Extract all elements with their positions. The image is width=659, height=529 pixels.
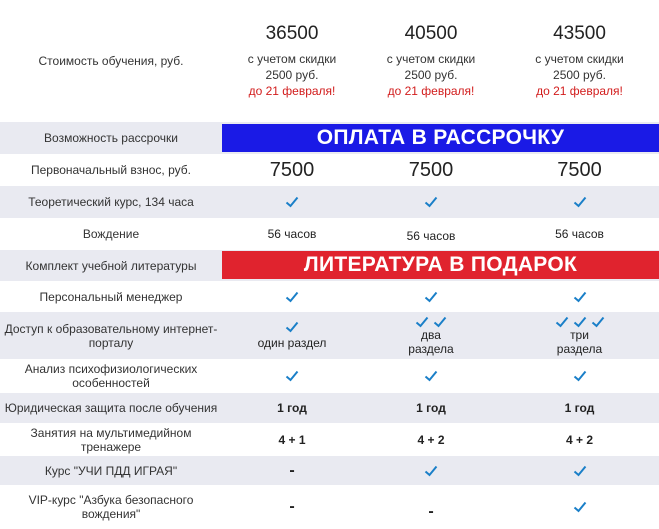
check-icon bbox=[573, 196, 587, 208]
plan-2-price-cell bbox=[362, 0, 500, 122]
manager-label: Персональный менеджер bbox=[39, 289, 183, 304]
pdd-game-label: Курс "УЧИ ПДД ИГРАЯ" bbox=[44, 463, 178, 478]
check-icon bbox=[424, 291, 438, 303]
vip-row bbox=[0, 485, 659, 529]
portal-row bbox=[0, 312, 659, 359]
check-icon bbox=[285, 321, 299, 333]
plan-2-driving: 56 часов bbox=[406, 229, 456, 243]
legal-label: Юридическая защита после обучения bbox=[4, 401, 218, 415]
plan-3-discount-line2: 2500 руб. bbox=[553, 68, 606, 82]
plan-1-legal: 1 год bbox=[277, 401, 307, 415]
installment-label: Возможность рассрочки bbox=[44, 131, 178, 145]
check-icon bbox=[591, 316, 605, 328]
plan-3-legal: 1 год bbox=[564, 401, 595, 415]
plan-1-vip: - bbox=[289, 498, 295, 515]
installment-banner: ОПЛАТА В РАССРОЧКУ bbox=[222, 124, 659, 152]
check-icon bbox=[415, 316, 429, 328]
check-icon bbox=[285, 370, 299, 382]
price-row bbox=[0, 0, 659, 122]
plan-3-driving: 56 часов bbox=[555, 227, 604, 241]
check-icon bbox=[424, 370, 438, 382]
plan-2-portal-value-line2: раздела bbox=[408, 341, 454, 356]
plan-1-price: 36500 bbox=[265, 23, 319, 44]
pdd-game-row bbox=[0, 456, 659, 485]
plan-2-discount-line2: 2500 руб. bbox=[404, 68, 458, 82]
multimedia-label-line1: Занятия на мультимедийном bbox=[30, 425, 192, 440]
analysis-label-line1: Анализ психофизиологических bbox=[24, 362, 198, 376]
plan-1-deadline: до 21 февраля! bbox=[248, 84, 336, 98]
plan-2-deadline: до 21 февраля! bbox=[387, 84, 475, 98]
plan-1-pdd-game: - bbox=[289, 461, 295, 479]
portal-label-line2: порталу bbox=[88, 335, 134, 350]
price-row-label: Стоимость обучения, руб. bbox=[38, 54, 184, 68]
theory-label: Теоретический курс, 134 часа bbox=[28, 195, 194, 209]
plan-1-portal-value: один раздел bbox=[257, 336, 327, 350]
plan-2-price: 40500 bbox=[404, 23, 458, 44]
literature-label: Комплект учебной литературы bbox=[25, 258, 197, 273]
down-payment-row bbox=[0, 154, 659, 186]
driving-row bbox=[0, 218, 659, 250]
plan-2-legal: 1 год bbox=[416, 401, 446, 415]
plan-3-discount-line1: с учетом скидки bbox=[535, 52, 624, 66]
vip-label-line1: VIP-курс "Азбука безопасного bbox=[28, 493, 194, 507]
plan-2-multimedia: 4 + 2 bbox=[417, 432, 445, 447]
analysis-row bbox=[0, 359, 659, 393]
check-icon bbox=[555, 316, 569, 328]
plan-3-price: 43500 bbox=[553, 23, 606, 44]
plan-1-multimedia: 4 + 1 bbox=[278, 432, 306, 447]
check-icon bbox=[573, 370, 587, 382]
plan-3-multimedia: 4 + 2 bbox=[565, 432, 594, 447]
literature-banner: ЛИТЕРАТУРА В ПОДАРОК bbox=[222, 251, 659, 279]
legal-row bbox=[0, 393, 659, 423]
plan-2-discount-line1: с учетом скидки bbox=[386, 52, 476, 66]
check-icon bbox=[573, 316, 587, 328]
plan-3-deadline: до 21 февраля! bbox=[536, 84, 623, 98]
plan-3-portal-value-line1: три bbox=[570, 327, 589, 342]
portal-label bbox=[0, 322, 222, 350]
theory-row bbox=[0, 186, 659, 218]
check-icon bbox=[573, 291, 587, 303]
plan-1-driving: 56 часов bbox=[267, 227, 317, 241]
plan-3-price-cell bbox=[500, 0, 659, 122]
check-icon bbox=[573, 465, 587, 477]
check-icon bbox=[424, 196, 438, 208]
check-icon bbox=[285, 196, 299, 208]
plan-2-portal-value-line1: два bbox=[421, 327, 441, 342]
portal-label-line1: Доступ к образовательному интернет- bbox=[4, 321, 218, 336]
multimedia-row bbox=[0, 423, 659, 456]
literature-row bbox=[0, 250, 659, 281]
down-payment-label: Первоначальный взнос, руб. bbox=[31, 163, 191, 177]
analysis-label-line2: особенностей bbox=[72, 376, 150, 390]
plan-1-price-cell bbox=[222, 0, 362, 122]
plan-1-discount-line2: 2500 руб. bbox=[265, 68, 319, 82]
plan-2-down-payment: 7500 bbox=[408, 158, 454, 181]
plan-1-discount-line1: с учетом скидки bbox=[247, 52, 337, 66]
driving-label: Вождение bbox=[82, 227, 140, 241]
plan-1-down-payment: 7500 bbox=[269, 158, 315, 181]
multimedia-label-line2: тренажере bbox=[80, 439, 142, 454]
plan-3-portal-value-line2: раздела bbox=[556, 341, 603, 356]
installment-row bbox=[0, 122, 659, 154]
check-icon bbox=[285, 291, 299, 303]
plan-2-vip: - bbox=[428, 503, 434, 520]
check-icon bbox=[573, 501, 587, 513]
check-icon bbox=[424, 465, 438, 477]
plan-3-down-payment: 7500 bbox=[557, 158, 602, 181]
manager-row bbox=[0, 281, 659, 312]
multimedia-label bbox=[0, 426, 222, 454]
check-icon bbox=[433, 316, 447, 328]
vip-label bbox=[0, 493, 222, 521]
analysis-label bbox=[0, 362, 222, 390]
vip-label-line2: вождения" bbox=[81, 507, 141, 521]
